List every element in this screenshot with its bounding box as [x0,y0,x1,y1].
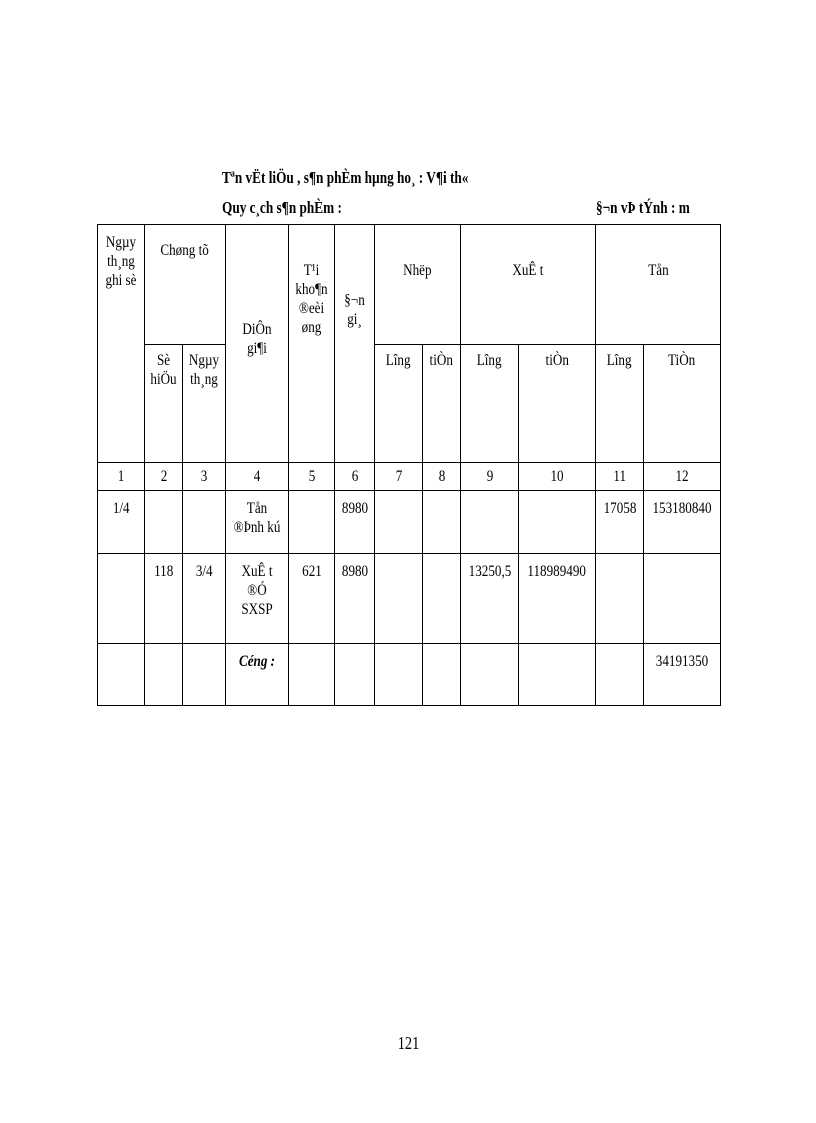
header-stock-qty: Lîng [596,345,644,463]
cell-stock-amount: 34191350 [644,644,721,706]
cell-date: 1/4 [98,491,145,554]
cell-stock-amount: 153180840 [644,491,721,554]
spec-label: Quy c¸ch s¶n phÈm : [222,198,342,217]
page-number: 121 [397,1033,419,1053]
cell-account [289,644,335,706]
header-export: XuÊ t [461,225,596,345]
cell-unit-price [335,644,375,706]
inventory-ledger-table [97,224,721,706]
header-voucher-date: Ngµy th¸ng [183,345,226,463]
cell-import-amount [423,491,461,554]
cell-unit-price: 8980 [335,491,375,554]
cell-export-amount [519,491,596,554]
cell-voucher-no [145,644,183,706]
cell-description: XuÊ t ®Ó SXSP [226,554,289,644]
col-number: 8 [423,463,461,491]
header-import: Nhëp [375,225,461,345]
table-row [98,554,721,644]
header-unit-price: §¬n gi¸ [335,225,375,463]
cell-export-qty: 13250,5 [461,554,519,644]
header-export-amount: tiÒn [519,345,596,463]
header-description: DiÔn gi¶i [226,225,289,463]
col-number: 11 [596,463,644,491]
col-number: 1 [98,463,145,491]
header-stock-amount: TiÒn [644,345,721,463]
col-number: 7 [375,463,423,491]
cell-voucher-date [183,491,226,554]
col-number: 9 [461,463,519,491]
header-voucher: Chøng tõ [145,225,226,345]
cell-export-qty [461,644,519,706]
col-number: 2 [145,463,183,491]
cell-import-amount [423,644,461,706]
cell-voucher-no [145,491,183,554]
cell-export-amount [519,644,596,706]
col-number: 4 [226,463,289,491]
cell-stock-qty [596,554,644,644]
header-date: Ngµy th¸ng ghi sè [98,225,145,463]
unit-label: §¬n vÞ tÝnh : m [596,198,690,217]
cell-date [98,554,145,644]
header-account: T¹i kho¶n ®eèi øng [289,225,335,463]
cell-import-qty [375,491,423,554]
cell-account [289,491,335,554]
col-number: 3 [183,463,226,491]
header-import-qty: Lîng [375,345,423,463]
ledger-title: Tªn vËt liÖu , s¶n phÈm hµng ho¸ : V¶i th« [222,168,469,187]
cell-export-qty [461,491,519,554]
cell-voucher-date [183,644,226,706]
cell-stock-qty: 17058 [596,491,644,554]
cell-import-qty [375,554,423,644]
col-number: 12 [644,463,721,491]
header-stock: Tån [596,225,721,345]
cell-unit-price: 8980 [335,554,375,644]
cell-total-label: Céng : [226,644,289,706]
column-number-row [98,463,721,491]
cell-voucher-date: 3/4 [183,554,226,644]
cell-import-amount [423,554,461,644]
table-row [98,491,721,554]
cell-export-amount: 118989490 [519,554,596,644]
cell-stock-qty [596,644,644,706]
header-voucher-no: Sè hiÖu [145,345,183,463]
cell-import-qty [375,644,423,706]
cell-voucher-no: 118 [145,554,183,644]
col-number: 5 [289,463,335,491]
cell-description: Tån ®Þnh kú [226,491,289,554]
cell-stock-amount [644,554,721,644]
col-number: 6 [335,463,375,491]
header-import-amount: tiÒn [423,345,461,463]
table-row [98,644,721,706]
cell-date [98,644,145,706]
header-export-qty: Lîng [461,345,519,463]
col-number: 10 [519,463,596,491]
cell-account: 621 [289,554,335,644]
